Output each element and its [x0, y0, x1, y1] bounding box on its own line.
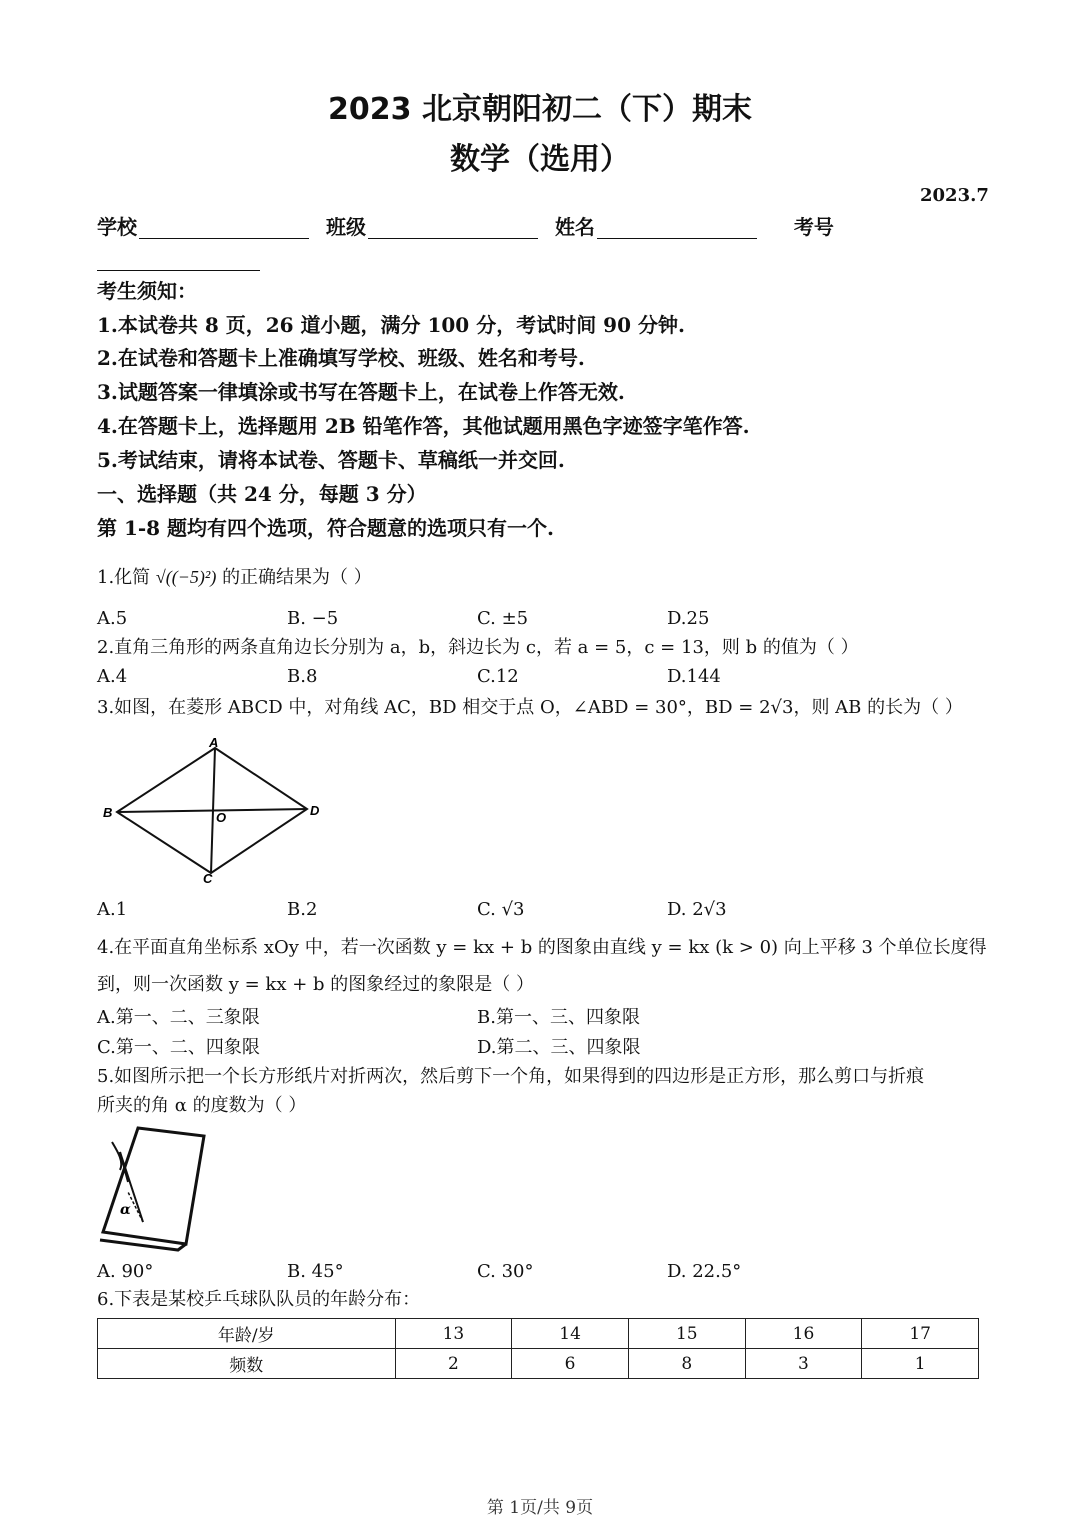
q1-text-end: 的正确结果为（ ） [222, 567, 372, 588]
number-blank [97, 270, 260, 271]
name-label: 姓名 [554, 215, 595, 239]
q5-option-a: A. 90° [97, 1261, 154, 1282]
rhombus-figure [95, 735, 335, 885]
q3-option-c: C. √3 [477, 899, 525, 920]
label-c: C [203, 871, 213, 885]
section-instruction: 第 1-8 题均有四个选项，符合题意的选项只有一个. [97, 516, 555, 540]
question-1 [97, 565, 372, 590]
q5-option-d: D. 22.5° [667, 1261, 742, 1282]
notice-item: 4.在答题卡上，选择题用 2B 铅笔作答，其他试题用黑色字迹签字笔作答. [97, 414, 750, 438]
class-blank [368, 220, 538, 239]
question-6: 6.下表是某校乒乓球队队员的年龄分布： [97, 1289, 421, 1310]
section-heading: 一、选择题（共 24 分，每题 3 分） [97, 482, 427, 506]
exam-date: 2023.7 [920, 185, 989, 206]
q4-option-d: D.第二、三、四象限 [477, 1037, 641, 1058]
table-cell: 年龄/岁 [98, 1319, 396, 1349]
table-cell: 15 [628, 1319, 745, 1349]
name-blank [597, 220, 757, 239]
label-a: A [209, 735, 219, 750]
school-blank [139, 220, 309, 239]
info-fields [97, 215, 834, 239]
table-cell: 8 [628, 1349, 745, 1379]
q1-option-b: B. −5 [287, 608, 339, 629]
table-cell: 14 [512, 1319, 629, 1349]
q5-option-c: C. 30° [477, 1261, 534, 1282]
notice-item: 3.试题答案一律填涂或书写在答题卡上，在试卷上作答无效. [97, 380, 625, 404]
page-title: 2023 北京朝阳初二（下）期末 [328, 92, 752, 127]
notice-item: 1.本试卷共 8 页，26 道小题，满分 100 分，考试时间 90 分钟. [97, 313, 685, 337]
q2-option-b: B.8 [287, 666, 318, 687]
q1-expression: √((−5)²) [155, 567, 217, 587]
q1-text: 1.化简 [97, 567, 151, 588]
table-cell: 1 [862, 1349, 979, 1379]
label-d: D [310, 803, 320, 818]
label-o: O [216, 810, 227, 825]
age-distribution-table [97, 1318, 979, 1379]
table-cell: 13 [395, 1319, 512, 1349]
q2-option-c: C.12 [477, 666, 519, 687]
q3-option-d: D. 2√3 [667, 899, 727, 920]
notice-item: 2.在试卷和答题卡上准确填写学校、班级、姓名和考号. [97, 346, 585, 370]
q4-option-c: C.第一、二、四象限 [97, 1037, 260, 1058]
notice-heading: 考生须知： [97, 279, 197, 303]
number-label: 考号 [793, 215, 834, 239]
question-4-line2: 到，则一次函数 y = kx + b 的图象经过的象限是（ ） [97, 974, 534, 995]
school-label: 学校 [97, 215, 137, 239]
notice-item: 5.考试结束，请将本试卷、答题卡、草稿纸一并交回. [97, 448, 565, 472]
question-5-line2: 所夹的角 α 的度数为（ ） [97, 1095, 307, 1116]
label-b: B [103, 805, 113, 820]
page-subtitle: 数学（选用） [450, 142, 630, 177]
q1-option-a: A.5 [97, 608, 128, 629]
folded-paper-figure [98, 1122, 213, 1252]
q5-option-b: B. 45° [287, 1261, 344, 1282]
table-row [98, 1319, 979, 1349]
question-4-line1: 4.在平面直角坐标系 xOy 中，若一次函数 y = kx + b 的图象由直线 y = kx (k > 0) 向上平移 3 个单位长度得 [97, 937, 987, 958]
question-2: 2.直角三角形的两条直角边长分别为 a，b，斜边长为 c，若 a = 5，c = 13，则 b 的值为（ ） [97, 637, 859, 658]
table-row [98, 1349, 979, 1379]
question-5-line1: 5.如图所示把一个长方形纸片对折两次，然后剪下一个角，如果得到的四边形是正方形，那么剪口与折痕 [97, 1066, 925, 1087]
q2-option-a: A.4 [97, 666, 128, 687]
q1-option-d: D.25 [667, 608, 710, 629]
alpha-label: α [120, 1202, 131, 1218]
class-label: 班级 [325, 215, 366, 239]
table-cell: 2 [395, 1349, 512, 1379]
table-cell: 3 [745, 1349, 862, 1379]
table-cell: 频数 [98, 1349, 396, 1379]
q4-option-b: B.第一、三、四象限 [477, 1007, 640, 1028]
q4-option-a: A.第一、二、三象限 [97, 1007, 260, 1028]
q2-option-d: D.144 [667, 666, 721, 687]
table-cell: 17 [862, 1319, 979, 1349]
q1-option-c: C. ±5 [477, 608, 529, 629]
q3-option-a: A.1 [97, 899, 128, 920]
table-cell: 6 [512, 1349, 629, 1379]
q3-option-b: B.2 [287, 899, 318, 920]
page-footer: 第 1页/共 9页 [486, 1498, 594, 1518]
question-3: 3.如图，在菱形 ABCD 中，对角线 AC，BD 相交于点 O，∠ABD = 30°，BD = 2√3，则 AB 的长为（ ） [97, 697, 963, 718]
table-cell: 16 [745, 1319, 862, 1349]
